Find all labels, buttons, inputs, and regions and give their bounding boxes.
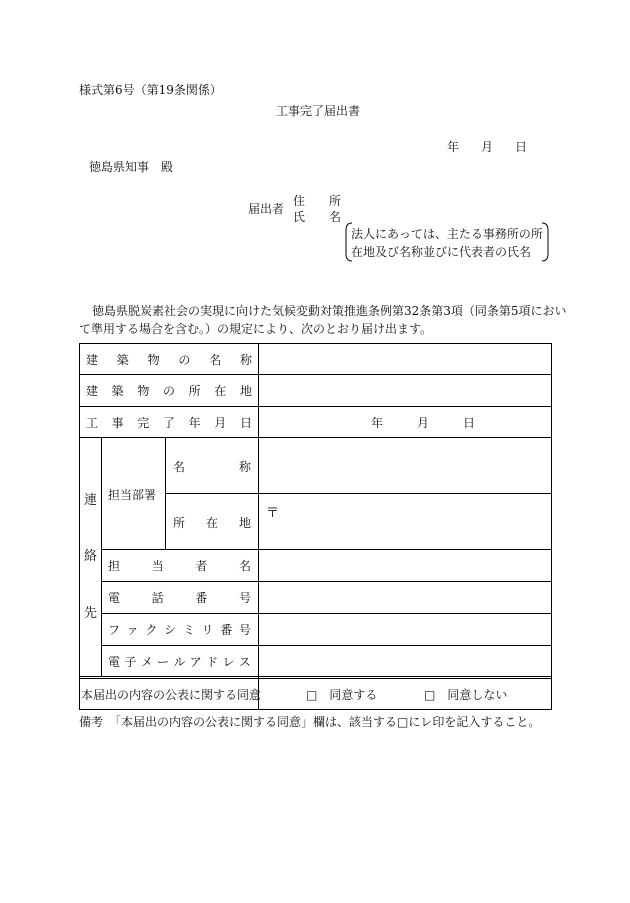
email-field[interactable]	[259, 646, 551, 676]
remark: 備考 「本届出の内容の公表に関する同意」欄は、該当する□にレ印を記入すること。	[79, 715, 541, 729]
email-label: 電 子 メ ー ル ア ド レ ス	[108, 654, 251, 669]
dept-name-label: 名 称	[173, 459, 251, 474]
postal-mark: 〒	[266, 506, 280, 521]
corp-note-line2: 在地及び名称並びに代表者の氏名	[351, 245, 532, 259]
date-day-label: 日	[514, 140, 527, 154]
department-label: 担当部署	[108, 488, 157, 502]
addressee: 徳島県知事 殿	[89, 160, 174, 174]
address-label: 住 所	[293, 194, 341, 208]
corp-note-bracket	[344, 222, 550, 262]
date-line	[447, 138, 527, 155]
completion-date-field[interactable]: 年 月 日	[371, 415, 475, 430]
notifier-label: 届出者	[248, 202, 285, 216]
row-building-name-label: 建 築 物 の 名 称	[86, 352, 252, 367]
form-title: 工事完了届出書	[276, 104, 361, 118]
dept-name-field[interactable]	[259, 438, 551, 493]
body-line1: 徳島県脱炭素社会の実現に向けた気候変動対策推進条例第32条第3項（同条第5項におい	[92, 304, 567, 318]
building-location-field[interactable]	[259, 375, 551, 406]
consent-label: 本届出の内容の公表に関する同意	[81, 688, 262, 702]
date-year-label: 年	[447, 140, 460, 154]
person-field[interactable]	[259, 550, 551, 581]
phone-field[interactable]	[259, 582, 551, 613]
body-line2: て準用する場合を含む。）の規定により、次のとおり届け出ます。	[79, 322, 433, 336]
contact-vertical-label: 連 絡 先	[83, 492, 97, 622]
corp-note-line1: 法人にあっては、主たる事務所の所	[351, 227, 543, 241]
dept-location-field[interactable]	[259, 494, 551, 549]
person-label: 担 当 者 名	[108, 558, 251, 573]
phone-label: 電 話 番 号	[108, 590, 251, 605]
date-month-label: 月	[480, 140, 493, 154]
consent-yes-checkbox[interactable]: □ 同意する	[306, 688, 378, 702]
row-completion-date-label: 工 事 完 了 年 月 日	[86, 415, 252, 430]
form-number: 様式第6号（第19条関係）	[79, 83, 222, 97]
consent-no-checkbox[interactable]: □ 同意しない	[424, 688, 508, 702]
fax-label: フ ァ ク シ ミ リ 番 号	[108, 622, 251, 637]
dept-location-label: 所 在 地	[173, 515, 251, 530]
fax-field[interactable]	[259, 614, 551, 645]
building-name-field[interactable]	[259, 344, 551, 374]
row-building-location-label: 建 築 物 の 所 在 地	[86, 383, 252, 398]
name-label: 氏 名	[293, 210, 341, 224]
